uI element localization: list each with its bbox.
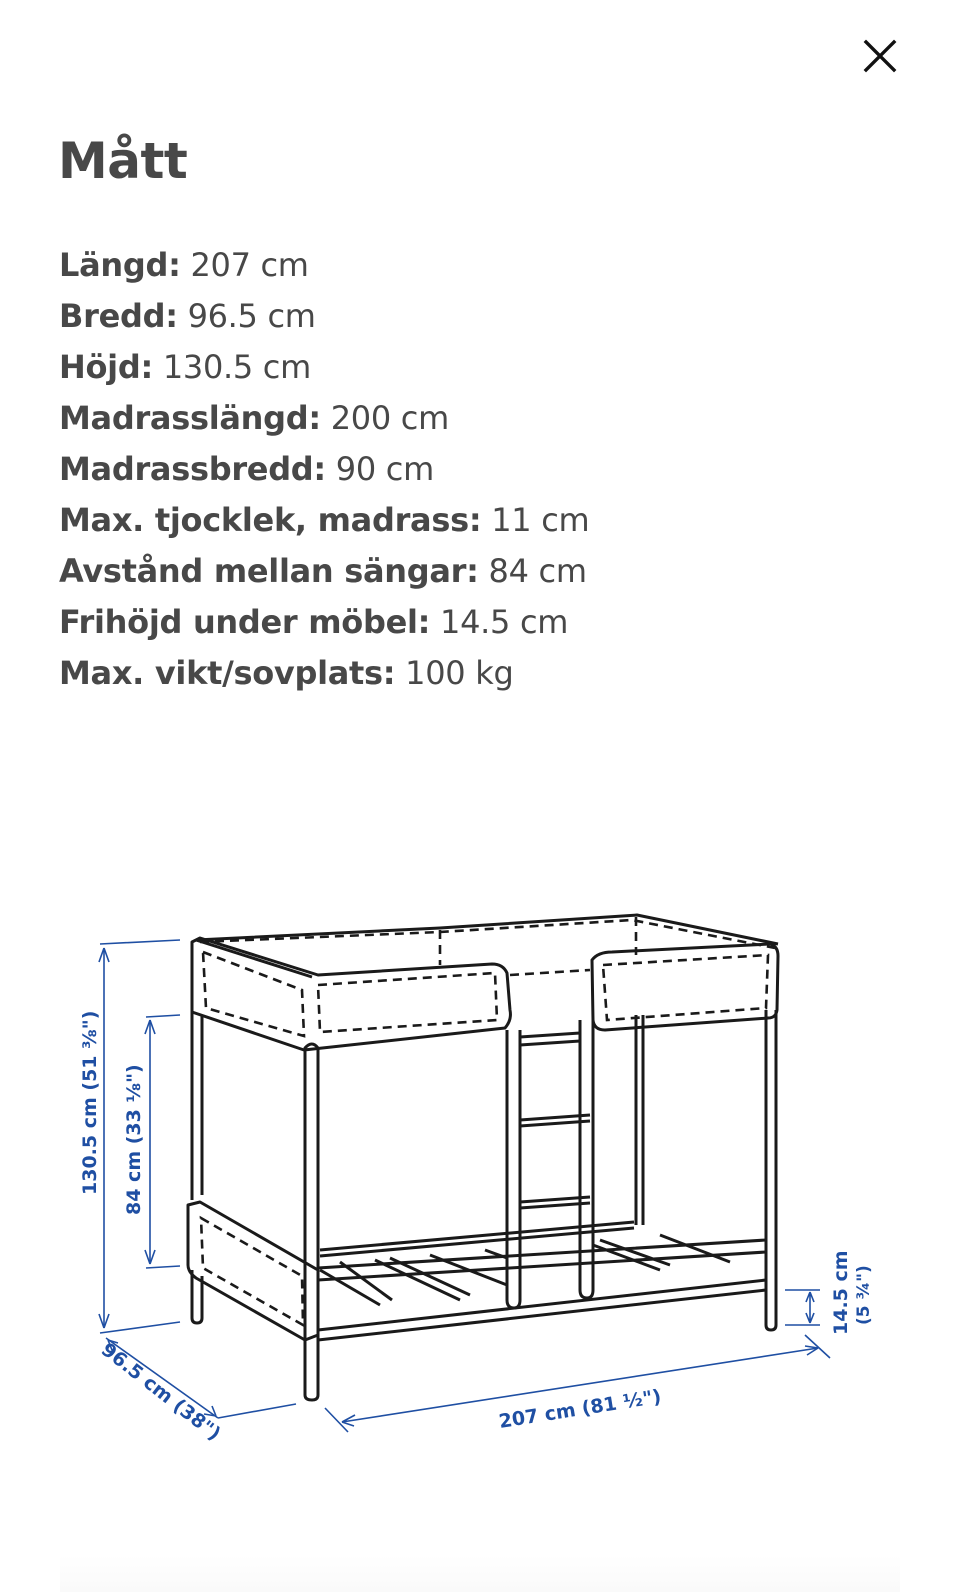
dimension-row-clearance: Frihöjd under möbel: 14.5 cm — [59, 603, 569, 641]
height-annotation: 130.5 cm (51 ⅜") — [79, 1010, 101, 1195]
clearance-in-annotation: (5 ¾") — [854, 1265, 874, 1325]
bunk-bed-dimension-drawing — [60, 890, 900, 1460]
image-bottom-edge — [60, 1555, 900, 1592]
dimension-row-bed-spacing: Avstånd mellan sängar: 84 cm — [59, 552, 587, 590]
width-annotation: 96.5 cm (38") — [96, 1338, 225, 1446]
dimension-row-mattress-thickness: Max. tjocklek, madrass: 11 cm — [59, 501, 590, 539]
between-beds-annotation: 84 cm (33 ⅛") — [123, 1064, 145, 1215]
dimension-row-height: Höjd: 130.5 cm — [59, 348, 311, 386]
dimension-row-mattress-width: Madrassbredd: 90 cm — [59, 450, 434, 488]
dimension-row-max-weight: Max. vikt/sovplats: 100 kg — [59, 654, 514, 692]
close-icon — [863, 39, 897, 73]
panel-stitching — [200, 917, 775, 1325]
page-title: Mått — [58, 132, 188, 190]
bed-frame — [188, 915, 778, 1400]
dimension-row-width: Bredd: 96.5 cm — [59, 297, 316, 335]
dimension-list — [59, 240, 589, 699]
clearance-cm-annotation: 14.5 cm — [830, 1250, 852, 1335]
dimension-lines — [99, 940, 830, 1432]
length-annotation: 207 cm (81 ½") — [497, 1385, 663, 1433]
dimension-row-length: Längd: 207 cm — [59, 246, 309, 284]
close-button[interactable] — [860, 36, 900, 76]
dimension-labels — [79, 1011, 874, 1446]
dimension-row-mattress-length: Madrasslängd: 200 cm — [59, 399, 449, 437]
